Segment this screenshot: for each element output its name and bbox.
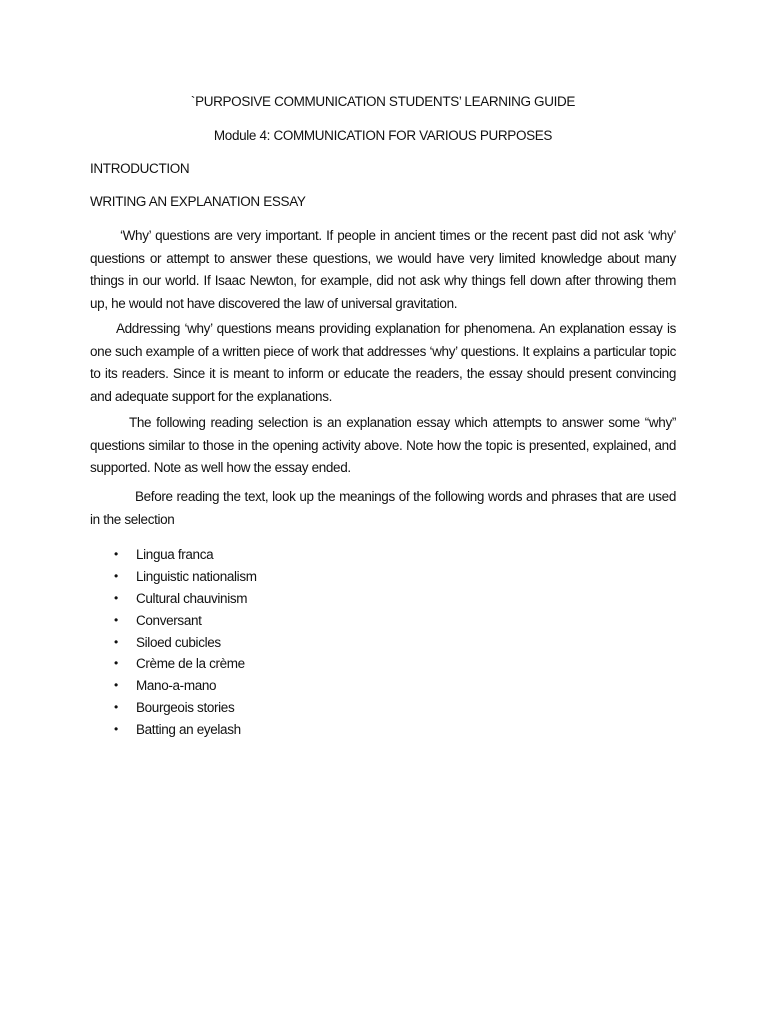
vocabulary-term: Bourgeois stories — [136, 700, 235, 716]
bullet-icon: • — [114, 634, 118, 649]
bullet-icon: • — [114, 547, 118, 561]
bullet-icon: • — [114, 722, 118, 737]
module-title: Module 4: COMMUNICATION FOR VARIOUS PURPOSES — [213, 128, 553, 143]
vocabulary-term: Conversant — [136, 612, 202, 628]
bullet-icon: • — [114, 612, 118, 627]
document-page — [90, 0, 676, 1024]
section-heading: INTRODUCTION — [90, 161, 190, 176]
vocabulary-term: Siloed cubicles — [136, 634, 221, 650]
paragraph-why-questions: ‘Why’ questions are very important. If people in ancient times or the recent past did not ask ‘why’ questions or attempt to answer these questions, we would have very limited knowledge about many things in our world. If Isaac Newton, for example, did not ask why things fell down after throwing them up, he would not have discovered the law of universal gravitation. — [90, 228, 676, 311]
vocabulary-term: Linguistic nationalism — [136, 568, 257, 584]
bullet-icon: • — [114, 590, 118, 605]
vocabulary-term: Lingua franca — [136, 547, 214, 562]
vocabulary-term: Cultural chauvinism — [136, 590, 248, 606]
subsection-heading: WRITING AN EXPLANATION ESSAY — [90, 194, 306, 209]
vocabulary-term: Mano-a-mano — [136, 678, 217, 694]
paragraph-addressing-why: Addressing ‘why’ questions means providing explanation for phenomena. An explanation essay is one such example of a written piece of work that addresses ‘why’ questions. It explains a particular topic to its readers. Since it is meant to inform or educate the readers, the essay should present convincing and adequate support for the explanations. — [90, 321, 676, 404]
bullet-icon: • — [114, 678, 118, 693]
document-title: `PURPOSIVE COMMUNICATION STUDENTS’ LEARNING GUIDE — [190, 94, 576, 109]
paragraph-before-reading: Before reading the text, look up the meanings of the following words and phrases that are used in the selection — [90, 489, 676, 527]
vocabulary-term: Batting an eyelash — [136, 722, 241, 738]
bullet-icon: • — [114, 656, 118, 671]
bullet-icon: • — [114, 700, 118, 715]
vocabulary-term: Crème de la crème — [136, 656, 245, 672]
paragraph-reading-selection: The following reading selection is an explanation essay which attempts to answer some “why” questions similar to those in the opening activity above. Note how the topic is presented, explained, and supported. Note as well how the essay ended. — [90, 415, 676, 475]
bullet-icon: • — [114, 568, 118, 583]
